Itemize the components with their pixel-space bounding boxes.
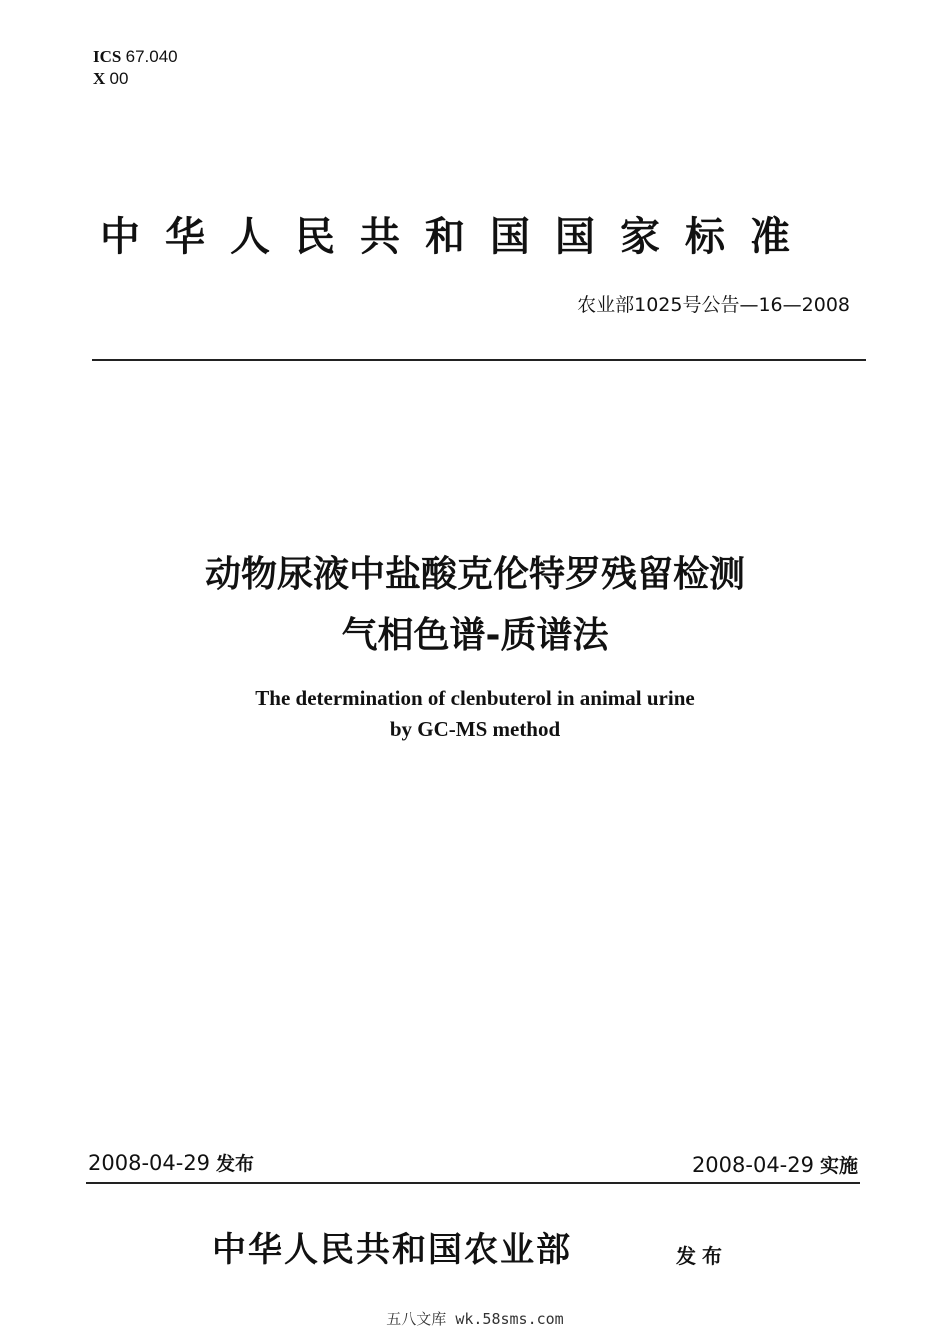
implement-label: 实施	[819, 1155, 858, 1177]
issue-date: 2008-04-29	[88, 1151, 211, 1175]
class-label: X	[93, 69, 106, 88]
title-cn-line1: 动物尿液中盐酸克伦特罗残留检测	[204, 554, 745, 595]
publisher-label: 发布	[676, 1244, 728, 1268]
implement-date-block	[692, 1151, 858, 1178]
standard-number: 农业部1025号公告—16—2008	[577, 294, 850, 316]
publisher-name: 中华人民共和国农业部	[212, 1230, 572, 1270]
classification-codes	[93, 46, 178, 90]
bottom-divider	[86, 1182, 860, 1184]
issue-label: 发布	[216, 1153, 255, 1175]
watermark: 五八文库 wk.58sms.com	[386, 1310, 564, 1328]
ics-code	[93, 46, 178, 68]
title-en-line1: The determination of clenbuterol in animal urine	[255, 686, 695, 710]
ics-value: 67.040	[125, 47, 178, 66]
issue-date-block	[88, 1149, 254, 1176]
class-value: 00	[109, 69, 129, 88]
title-en-line2: by GC-MS method	[389, 717, 561, 741]
national-standard-title: 中华人民共和国国家标准	[100, 214, 815, 260]
top-divider	[92, 359, 866, 361]
implement-date: 2008-04-29	[691, 1153, 814, 1177]
title-cn-line2: 气相色谱-质谱法	[341, 615, 609, 656]
class-code	[93, 68, 178, 90]
ics-label: ICS	[93, 47, 122, 66]
